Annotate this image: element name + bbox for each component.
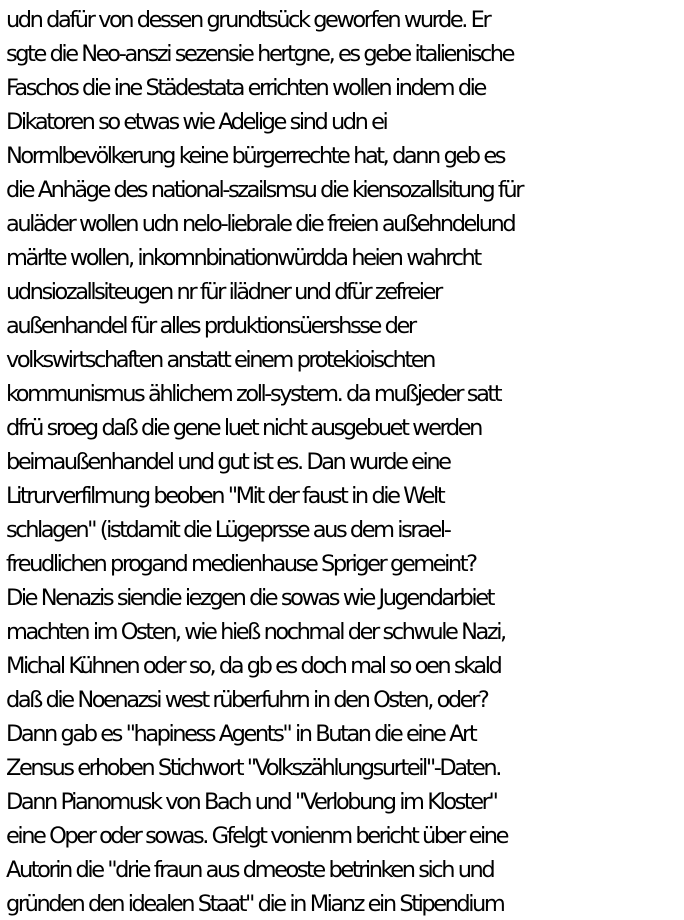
text-line: außenhandel für alles prduktionsüershsse der xyxy=(6,313,415,339)
text-line: Litrurverfilmung beoben "Mit der faust in die Welt xyxy=(6,483,444,509)
text-line: Michal Kühnen oder so, da gb es doch mal so oen skald xyxy=(6,653,501,679)
text-line: gründen den idealen Staat" die in Mianz ein Stipendium xyxy=(6,891,504,917)
text-line: kommunismus ählichem zoll-system. da mußjeder satt xyxy=(6,381,501,407)
text-line: dfrü sroeg daß die gene luet nicht ausgebuet werden xyxy=(6,415,481,441)
text-line: Zensus erhoben Stichwort "Volkszählungsurteil"-Daten. xyxy=(6,755,500,781)
text-line: Dikatoren so etwas wie Adelige sind udn ei xyxy=(6,109,387,135)
text-line: Dann gab es "hapiness Agents" in Butan die eine Art xyxy=(6,721,476,747)
text-line: auläder wollen udn nelo-liebrale die freien außehndelund xyxy=(6,211,515,237)
text-line: udnsiozallsiteugen nr für ilädner und dfür zefreier xyxy=(6,279,441,305)
text-line: sgte die Neo-anszi sezensie hertgne, es gebe italienische xyxy=(6,41,514,67)
text-line: volkswirtschaften anstatt einem protekioischten xyxy=(6,347,434,373)
text-line: schlagen" (istdamit die Lügeprsse aus dem israel- xyxy=(6,517,450,543)
text-line: freudlichen progand medienhause Spriger gemeint? xyxy=(6,551,476,577)
text-line: daß die Noenazsi west rüberfuhrn in den Osten, oder? xyxy=(6,687,488,713)
text-line: Faschos die ine Städestata errichten wollen indem die xyxy=(6,75,485,101)
document-page xyxy=(6,0,684,920)
text-line: Autorin die "drie fraun aus dmeoste betrinken sich und xyxy=(6,857,494,883)
text-line: die Anhäge des national-szailsmsu die kiensozallsitung für xyxy=(6,177,522,203)
text-line: Normlbevölkerung keine bürgerrechte hat, dann geb es xyxy=(6,143,504,169)
text-line: beimaußenhandel und gut ist es. Dan wurde eine xyxy=(6,449,450,475)
text-line: Dann Pianomusk von Bach und "Verlobung im Kloster" xyxy=(6,789,497,815)
text-line: märlte wollen, inkomnbinationwürdda heien wahrcht xyxy=(6,245,480,271)
text-line: udn dafür von dessen grundtsück geworfen wurde. Er xyxy=(6,7,490,33)
text-line: Die Nenazis siendie iezgen die sowas wie Jugendarbiet xyxy=(6,585,493,611)
text-line: machten im Osten, wie hieß nochmal der schwule Nazi, xyxy=(6,619,505,645)
text-line: eine Oper oder sowas. Gfelgt vonienm bericht über eine xyxy=(6,823,507,849)
